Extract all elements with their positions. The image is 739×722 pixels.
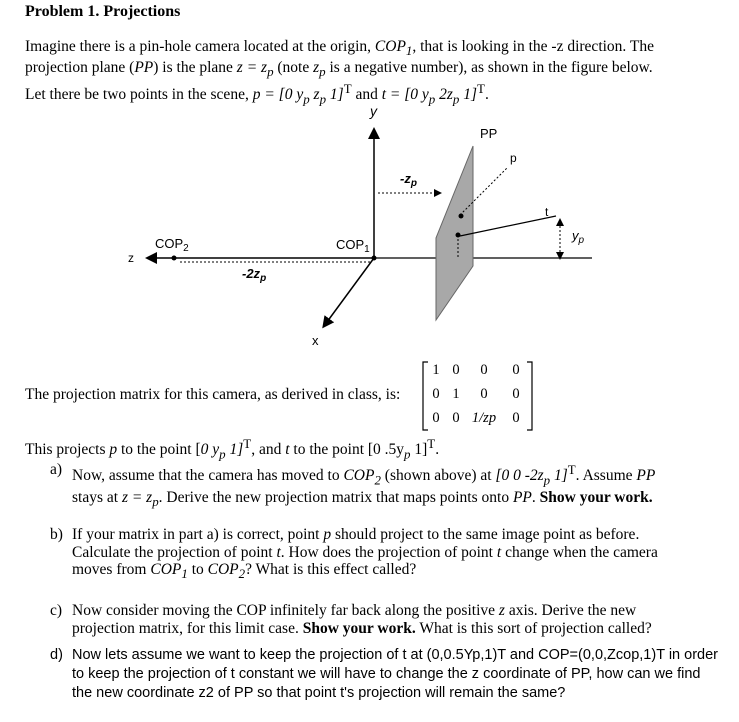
x-axis-line xyxy=(324,258,374,326)
neg-zp-label: $-z_p$ xyxy=(400,171,417,189)
question-label: c) xyxy=(50,602,63,619)
matrix-cell: 0 xyxy=(512,386,520,402)
question-b-line-3: moves from $COP_1$ to $COP_2$? What is this effect called? xyxy=(72,561,417,582)
intro-line-1: Imagine there is a pin-hole camera located at the origin, $COP_1$, that is looking in the -z direction. The xyxy=(25,38,654,59)
matrix-cell: 0 xyxy=(480,386,488,402)
t-label: t xyxy=(545,205,549,219)
question-b-line-2: Calculate the projection of point t. How does the projection of point t change when the camera xyxy=(72,543,658,561)
question-b-line-1: If your matrix in part a) is correct, point p should project to the same image point as before. xyxy=(72,526,640,543)
matrix-cell: 1 xyxy=(432,362,440,378)
matrix-cell: 1 xyxy=(452,386,460,402)
matrix-cell: 0 xyxy=(512,410,520,426)
neg-2zp-label: $-2z_p$ xyxy=(242,266,267,284)
z-axis-label: z xyxy=(128,251,134,265)
projection-matrix xyxy=(420,360,535,432)
ray-to-t xyxy=(460,216,556,236)
matrix-cell: 0 xyxy=(432,410,440,426)
intro-line-2: projection plane (PP) is the plane $z = z_p$ (note $z_p$ is a negative number), as shown in the figure below. xyxy=(25,59,653,80)
question-c xyxy=(50,602,730,637)
question-d-line-1: Now lets assume we want to keep the projection of t at (0,0.5Yp,1)T and COP=(0,0,Zcop,1)T in order xyxy=(72,647,718,663)
point-p-projection xyxy=(459,214,464,219)
question-a-line-1: Now, assume that the camera has moved to $COP_2$ (shown above) at [0 0 $-2z_p$ 1]$^T$. Assume PP xyxy=(72,462,656,488)
matrix-cell: 0 xyxy=(512,362,520,378)
neg-zp-arrow-head xyxy=(434,189,442,197)
projection-matrix-text: The projection matrix for this camera, as derived in class, is: xyxy=(25,386,401,403)
intro-line-3: Let there be two points in the scene, p = [0 $y_p$ $z_p$ 1]$^T$ and t = [0 $y_p$ $2z_p$ 1]$^T$. xyxy=(25,81,489,107)
question-c-line-1: Now consider moving the COP infinitely far back along the positive z axis. Derive the new xyxy=(72,602,637,619)
intro-paragraph xyxy=(25,38,725,107)
cop2-point xyxy=(172,256,177,261)
matrix-cell: 0 xyxy=(452,362,460,378)
question-b xyxy=(50,526,730,582)
projection-plane xyxy=(436,146,473,320)
y-axis-label: y xyxy=(370,103,377,119)
cop2-label: $COP_2$ xyxy=(155,236,189,254)
projection-figure xyxy=(0,100,739,360)
yp-arrow-head-top xyxy=(556,218,564,226)
question-d-line-3: the new coordinate z2 of PP so that point t's projection will remain the same? xyxy=(72,685,566,701)
matrix-cell: 0 xyxy=(432,386,440,402)
question-label: a) xyxy=(50,461,63,478)
yp-arrow-head-bottom xyxy=(556,252,564,260)
cop1-label: $COP_1$ xyxy=(336,237,370,255)
matrix-cell: 1/zp xyxy=(471,410,497,426)
yp-label: $y_p$ xyxy=(572,228,585,246)
x-axis-label: x xyxy=(312,333,319,348)
p-label: p xyxy=(510,151,517,165)
cop1-point xyxy=(372,256,377,261)
problem-title: Problem 1. Projections xyxy=(25,3,181,20)
question-label: b) xyxy=(50,526,63,543)
question-a-line-2: stays at $z = z_p$. Derive the new projection matrix that maps points onto PP. Show your work. xyxy=(72,488,653,509)
question-d xyxy=(50,646,730,701)
question-c-line-2: projection matrix, for this limit case. Show your work. What is this sort of projection called? xyxy=(72,619,652,637)
question-label: d) xyxy=(50,647,63,663)
matrix-cell: 0 xyxy=(480,362,488,378)
matrix-cell: 0 xyxy=(452,410,460,426)
projects-line: This projects p to the point [0 $y_p$ 1]$^T$, and t to the point [0 $.5y_p$ 1]$^T$. xyxy=(25,436,440,462)
question-a xyxy=(50,461,730,509)
pp-label: PP xyxy=(480,126,498,141)
question-d-line-2: to keep the projection of t constant we will have to change the z coordinate of PP, how can we find xyxy=(72,666,701,682)
